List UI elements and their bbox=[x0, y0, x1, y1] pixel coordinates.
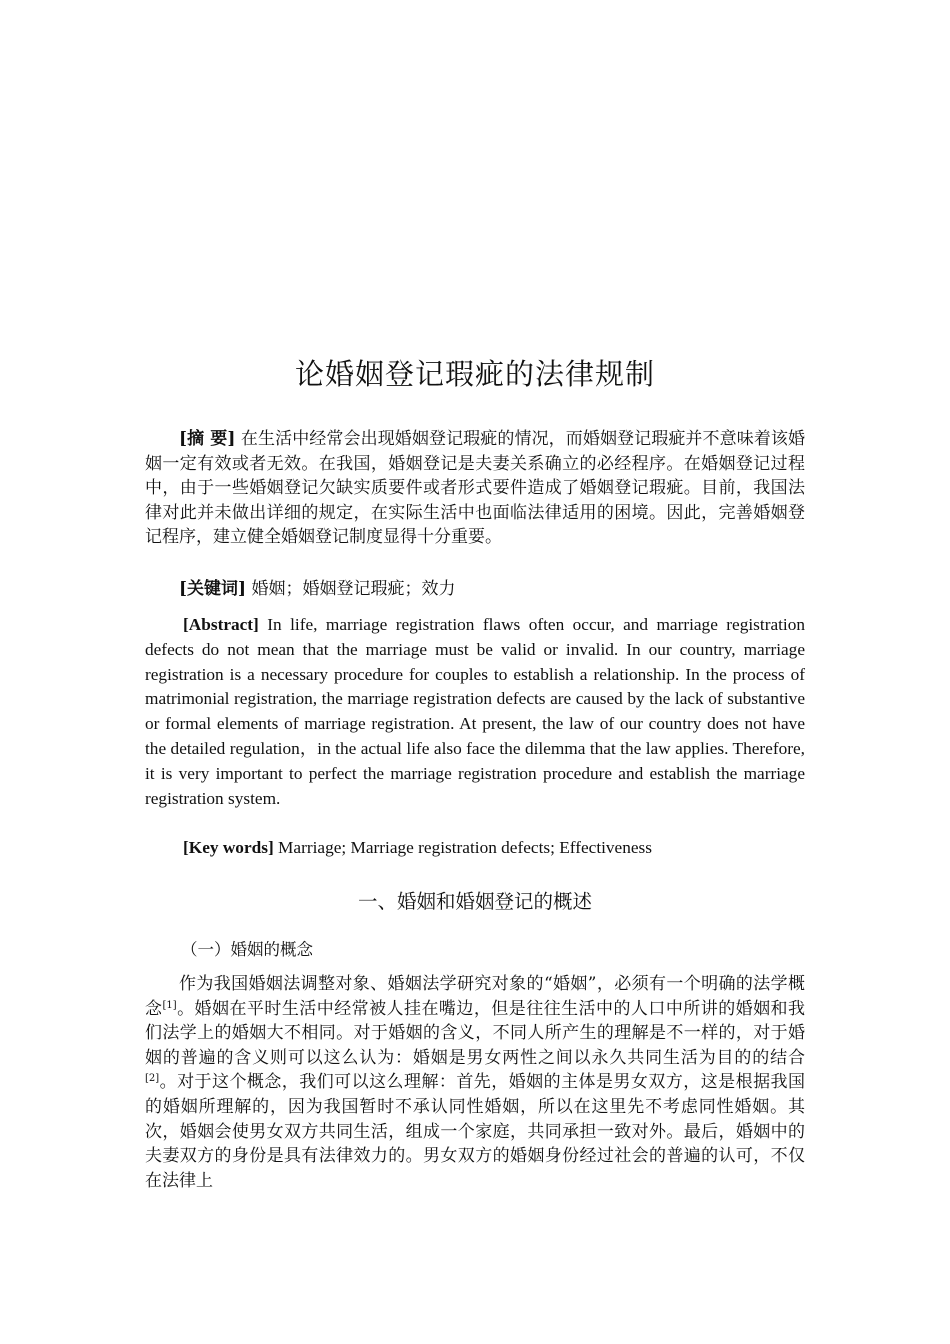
keywords-zh-label: [关键词] bbox=[179, 579, 247, 599]
keywords-zh bbox=[145, 577, 805, 602]
body-text-part1: 作为我国婚姻法调整对象、婚姻法学研究对象的“婚姻”，必须有一个明确的法学概念 bbox=[145, 974, 805, 1019]
keywords-en bbox=[145, 836, 805, 861]
body-paragraph bbox=[145, 972, 805, 1193]
abstract-en bbox=[145, 613, 805, 811]
abstract-en-label: [Abstract] bbox=[183, 615, 259, 634]
body-text-part2: 。婚姻在平时生活中经常被人挂在嘴边，但是往往生活中的人口中所讲的婚姻和我们法学上的婚姻大不相同。对于婚姻的含义，不同人所产生的理解是不一样的，对于婚姻的普遍的含义则可以这么认为：婚姻是男女两性之间以永久共同生活为目的的结合 bbox=[145, 998, 806, 1068]
citation-2[interactable]: [2] bbox=[145, 1073, 160, 1085]
subsection-heading: （一）婚姻的概念 bbox=[181, 940, 313, 959]
keywords-en-label: [Key words] bbox=[183, 838, 274, 857]
body-text-part3: 。对于这个概念，我们可以这么理解：首先，婚姻的主体是男女双方，这是根据我国的婚姻所理解的，因为我国暂时不承认同性婚姻，所以在这里先不考虑同性婚姻。其次，婚姻会使男女双方共同生活，组成一个家庭，共同承担一致对外。最后，婚姻中的夫妻双方的身份是具有法律效力的。男女双方的婚姻身份经过社会的普遍的认可，不仅在法律上 bbox=[145, 1072, 805, 1191]
keywords-zh-text: 婚姻；婚姻登记瑕疵；效力 bbox=[251, 579, 456, 599]
keywords-en-text: Marriage; Marriage registration defects; Effectiveness bbox=[278, 838, 652, 857]
section-heading: 一、婚姻和婚姻登记的概述 bbox=[357, 890, 592, 913]
abstract-en-text: In life, marriage registration flaws often occur, and marriage registration defects do not mean that the marriage must be valid or invalid. In our country, marriage registration is a necessary procedure for couples to establish a relationship. In the process of matrimonial registration, the marriage registration defects are caused by the lack of substantive or formal elements of marriage registration. At present, the law of our country does not have the detailed regulation，in the actual life also face the dilemma that the law applies. Therefore, it is very important to perfect the marriage registration procedure and establish the marriage registration system. bbox=[145, 615, 805, 808]
paper-title: 论婚姻登记瑕疵的法律规制 bbox=[294, 357, 655, 391]
abstract-zh bbox=[145, 427, 805, 550]
abstract-zh-label: [摘 要] bbox=[179, 429, 236, 449]
citation-1[interactable]: [1] bbox=[162, 999, 177, 1011]
abstract-zh-text: 在生活中经常会出现婚姻登记瑕疵的情况，而婚姻登记瑕疵并不意味着该婚姻一定有效或者无效。在我国，婚姻登记是夫妻关系确立的必经程序。在婚姻登记过程中，由于一些婚姻登记欠缺实质要件或者形式要件造成了婚姻登记瑕疵。目前，我国法律对此并未做出详细的规定，在实际生活中也面临法律适用的困境。因此，完善婚姻登记程序，建立健全婚姻登记制度显得十分重要。 bbox=[145, 429, 806, 548]
